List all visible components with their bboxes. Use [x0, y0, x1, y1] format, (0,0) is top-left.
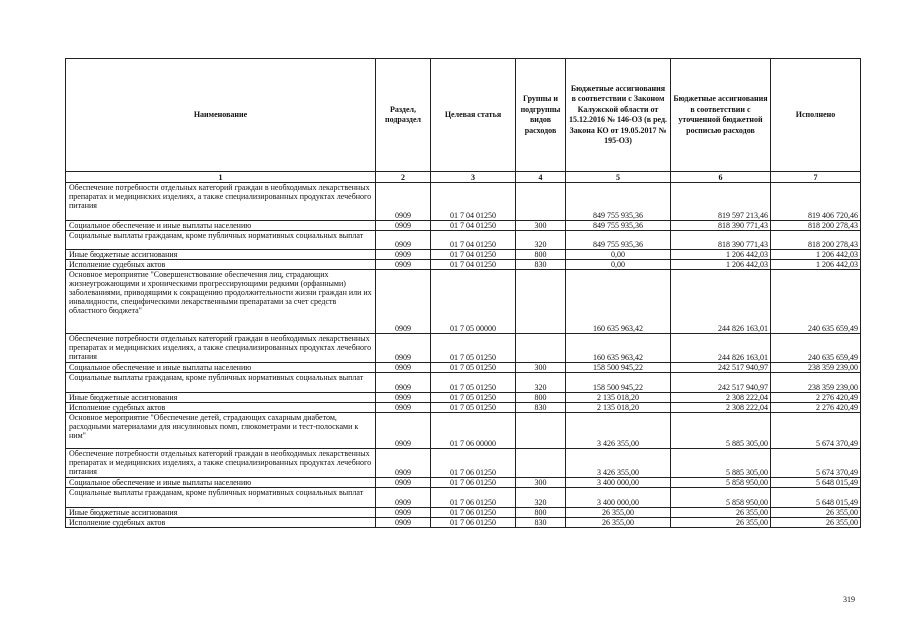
row-executed-amount: 1 206 442,03 — [771, 260, 861, 270]
row-name: Иные бюджетные ассигнования — [66, 508, 376, 518]
row-section: 0909 — [376, 508, 431, 518]
table-row — [66, 488, 861, 508]
row-target-article: 01 7 04 01250 — [431, 250, 516, 260]
row-refined-amount: 244 826 163,01 — [671, 270, 771, 334]
row-target-article: 01 7 06 01250 — [431, 478, 516, 488]
budget-table-sheet — [65, 58, 860, 528]
row-section: 0909 — [376, 250, 431, 260]
table-body — [66, 183, 861, 528]
row-expense-group: 320 — [516, 373, 566, 393]
row-target-article: 01 7 04 01250 — [431, 231, 516, 250]
row-name: Обеспечение потребности отдельных категорий граждан в необходимых лекарственных препаратах и медицинских изделиях, а также специализированных продуктах лечебного питания — [66, 183, 376, 221]
table-row — [66, 478, 861, 488]
budget-table — [65, 58, 861, 528]
row-name: Основное мероприятие "Обеспечение детей, страдающих сахарным диабетом, расходными материалами для инсулиновых помп, глюкометрами и тест-полосками к ним" — [66, 413, 376, 449]
row-target-article: 01 7 04 01250 — [431, 221, 516, 231]
row-expense-group: 320 — [516, 488, 566, 508]
row-target-article: 01 7 04 01250 — [431, 183, 516, 221]
column-number: 4 — [516, 172, 566, 183]
row-section: 0909 — [376, 334, 431, 363]
table-row — [66, 221, 861, 231]
table-row — [66, 250, 861, 260]
column-number: 1 — [66, 172, 376, 183]
row-refined-amount: 5 858 950,00 — [671, 478, 771, 488]
row-approved-amount: 2 135 018,20 — [566, 403, 671, 413]
row-refined-amount: 26 355,00 — [671, 508, 771, 518]
row-executed-amount: 240 635 659,49 — [771, 270, 861, 334]
row-expense-group: 320 — [516, 231, 566, 250]
row-refined-amount: 1 206 442,03 — [671, 250, 771, 260]
row-refined-amount: 1 206 442,03 — [671, 260, 771, 270]
row-refined-amount: 5 885 305,00 — [671, 413, 771, 449]
row-approved-amount: 2 135 018,20 — [566, 393, 671, 403]
row-approved-amount: 158 500 945,22 — [566, 373, 671, 393]
column-number: 6 — [671, 172, 771, 183]
row-refined-amount: 26 355,00 — [671, 518, 771, 528]
column-number: 7 — [771, 172, 861, 183]
row-name: Основное мероприятие "Совершенствование обеспечения лиц, страдающих жизнеугрожающими и хроническими прогрессирующими редкими (орфанными) заболеваниями, приводящими к сокращению продолжительности жизни граждан или их инвалидности, специфическими лекарственными препаратами за счет средств областного бюджета" — [66, 270, 376, 334]
row-name: Социальное обеспечение и иные выплаты населению — [66, 363, 376, 373]
row-name: Исполнение судебных актов — [66, 518, 376, 528]
table-row — [66, 183, 861, 221]
table-row — [66, 373, 861, 393]
row-expense-group: 300 — [516, 221, 566, 231]
row-expense-group: 800 — [516, 393, 566, 403]
row-executed-amount: 2 276 420,49 — [771, 403, 861, 413]
row-name: Исполнение судебных актов — [66, 403, 376, 413]
row-approved-amount: 849 755 935,36 — [566, 183, 671, 221]
row-executed-amount: 238 359 239,00 — [771, 373, 861, 393]
row-target-article: 01 7 05 01250 — [431, 403, 516, 413]
row-refined-amount: 5 858 950,00 — [671, 488, 771, 508]
row-section: 0909 — [376, 270, 431, 334]
row-approved-amount: 3 426 355,00 — [566, 449, 671, 478]
row-refined-amount: 2 308 222,04 — [671, 393, 771, 403]
row-target-article: 01 7 05 01250 — [431, 393, 516, 403]
row-expense-group — [516, 449, 566, 478]
header-refined-budget: Бюджетные ассигнования в соответствии с уточненной бюджетной росписью расходов — [671, 59, 771, 172]
row-approved-amount: 26 355,00 — [566, 518, 671, 528]
header-executed: Исполнено — [771, 59, 861, 172]
row-refined-amount: 818 390 771,43 — [671, 231, 771, 250]
row-section: 0909 — [376, 221, 431, 231]
row-section: 0909 — [376, 478, 431, 488]
row-approved-amount: 158 500 945,22 — [566, 363, 671, 373]
row-executed-amount: 240 635 659,49 — [771, 334, 861, 363]
row-section: 0909 — [376, 373, 431, 393]
row-executed-amount: 818 200 278,43 — [771, 221, 861, 231]
row-executed-amount: 26 355,00 — [771, 508, 861, 518]
row-expense-group — [516, 334, 566, 363]
table-row — [66, 413, 861, 449]
row-name: Иные бюджетные ассигнования — [66, 250, 376, 260]
row-name: Иные бюджетные ассигнования — [66, 393, 376, 403]
row-name: Обеспечение потребности отдельных категорий граждан в необходимых лекарственных препаратах и медицинских изделиях, а также специализированных продуктах лечебного питания — [66, 334, 376, 363]
row-expense-group: 830 — [516, 518, 566, 528]
table-row — [66, 403, 861, 413]
row-section: 0909 — [376, 403, 431, 413]
row-refined-amount: 2 308 222,04 — [671, 403, 771, 413]
row-name: Социальное обеспечение и иные выплаты населению — [66, 221, 376, 231]
row-expense-group: 300 — [516, 363, 566, 373]
row-executed-amount: 5 648 015,49 — [771, 478, 861, 488]
row-expense-group: 830 — [516, 260, 566, 270]
row-section: 0909 — [376, 449, 431, 478]
row-executed-amount: 26 355,00 — [771, 518, 861, 528]
row-executed-amount: 5 674 370,49 — [771, 413, 861, 449]
row-refined-amount: 819 597 213,46 — [671, 183, 771, 221]
row-name: Исполнение судебных актов — [66, 260, 376, 270]
row-approved-amount: 3 400 000,00 — [566, 478, 671, 488]
row-refined-amount: 242 517 940,97 — [671, 373, 771, 393]
table-row — [66, 393, 861, 403]
row-section: 0909 — [376, 183, 431, 221]
row-approved-amount: 849 755 935,36 — [566, 231, 671, 250]
column-number-row — [66, 172, 861, 183]
table-row — [66, 508, 861, 518]
row-approved-amount: 160 635 963,42 — [566, 334, 671, 363]
row-section: 0909 — [376, 231, 431, 250]
row-section: 0909 — [376, 393, 431, 403]
row-approved-amount: 160 635 963,42 — [566, 270, 671, 334]
row-name: Обеспечение потребности отдельных категорий граждан в необходимых лекарственных препаратах и медицинских изделиях, а также специализированных продуктах лечебного питания — [66, 449, 376, 478]
row-approved-amount: 849 755 935,36 — [566, 221, 671, 231]
row-target-article: 01 7 05 01250 — [431, 373, 516, 393]
row-refined-amount: 818 390 771,43 — [671, 221, 771, 231]
row-name: Социальные выплаты гражданам, кроме публичных нормативных социальных выплат — [66, 231, 376, 250]
row-target-article: 01 7 06 01250 — [431, 449, 516, 478]
row-executed-amount: 238 359 239,00 — [771, 363, 861, 373]
row-expense-group: 800 — [516, 508, 566, 518]
row-expense-group: 830 — [516, 403, 566, 413]
row-expense-group — [516, 413, 566, 449]
header-approved-budget: Бюджетные ассигнования в соответствии с Законом Калужской области от 15.12.2016 № 146-ОЗ (в ред. Закона КО от 19.05.2017 № 195-ОЗ) — [566, 59, 671, 172]
table-row — [66, 260, 861, 270]
row-executed-amount: 5 674 370,49 — [771, 449, 861, 478]
row-name: Социальное обеспечение и иные выплаты населению — [66, 478, 376, 488]
row-section: 0909 — [376, 488, 431, 508]
row-approved-amount: 0,00 — [566, 260, 671, 270]
row-section: 0909 — [376, 518, 431, 528]
row-approved-amount: 0,00 — [566, 250, 671, 260]
row-name: Социальные выплаты гражданам, кроме публичных нормативных социальных выплат — [66, 373, 376, 393]
row-section: 0909 — [376, 260, 431, 270]
row-approved-amount: 26 355,00 — [566, 508, 671, 518]
page-number: 319 — [843, 595, 855, 604]
column-number: 2 — [376, 172, 431, 183]
row-target-article: 01 7 05 01250 — [431, 363, 516, 373]
table-row — [66, 518, 861, 528]
table-row — [66, 363, 861, 373]
row-section: 0909 — [376, 363, 431, 373]
row-executed-amount: 818 200 278,43 — [771, 231, 861, 250]
row-executed-amount: 1 206 442,03 — [771, 250, 861, 260]
row-target-article: 01 7 06 01250 — [431, 518, 516, 528]
row-refined-amount: 244 826 163,01 — [671, 334, 771, 363]
row-expense-group: 800 — [516, 250, 566, 260]
row-executed-amount: 5 648 015,49 — [771, 488, 861, 508]
row-section: 0909 — [376, 413, 431, 449]
row-expense-group — [516, 183, 566, 221]
row-executed-amount: 819 406 720,46 — [771, 183, 861, 221]
row-target-article: 01 7 04 01250 — [431, 260, 516, 270]
row-name: Социальные выплаты гражданам, кроме публичных нормативных социальных выплат — [66, 488, 376, 508]
table-row — [66, 270, 861, 334]
row-target-article: 01 7 06 01250 — [431, 488, 516, 508]
row-target-article: 01 7 05 01250 — [431, 334, 516, 363]
row-target-article: 01 7 06 01250 — [431, 508, 516, 518]
row-approved-amount: 3 426 355,00 — [566, 413, 671, 449]
row-expense-group: 300 — [516, 478, 566, 488]
row-expense-group — [516, 270, 566, 334]
row-target-article: 01 7 06 00000 — [431, 413, 516, 449]
column-number: 3 — [431, 172, 516, 183]
row-refined-amount: 242 517 940,97 — [671, 363, 771, 373]
row-approved-amount: 3 400 000,00 — [566, 488, 671, 508]
table-row — [66, 334, 861, 363]
header-expense-group: Группы и подгруппы видов расходов — [516, 59, 566, 172]
table-row — [66, 449, 861, 478]
table-row — [66, 231, 861, 250]
column-number: 5 — [566, 172, 671, 183]
row-target-article: 01 7 05 00000 — [431, 270, 516, 334]
header-name: Наименование — [66, 59, 376, 172]
header-target-article: Целевая статья — [431, 59, 516, 172]
row-executed-amount: 2 276 420,49 — [771, 393, 861, 403]
header-section: Раздел, подраздел — [376, 59, 431, 172]
row-refined-amount: 5 885 305,00 — [671, 449, 771, 478]
table-header-row — [66, 59, 861, 172]
